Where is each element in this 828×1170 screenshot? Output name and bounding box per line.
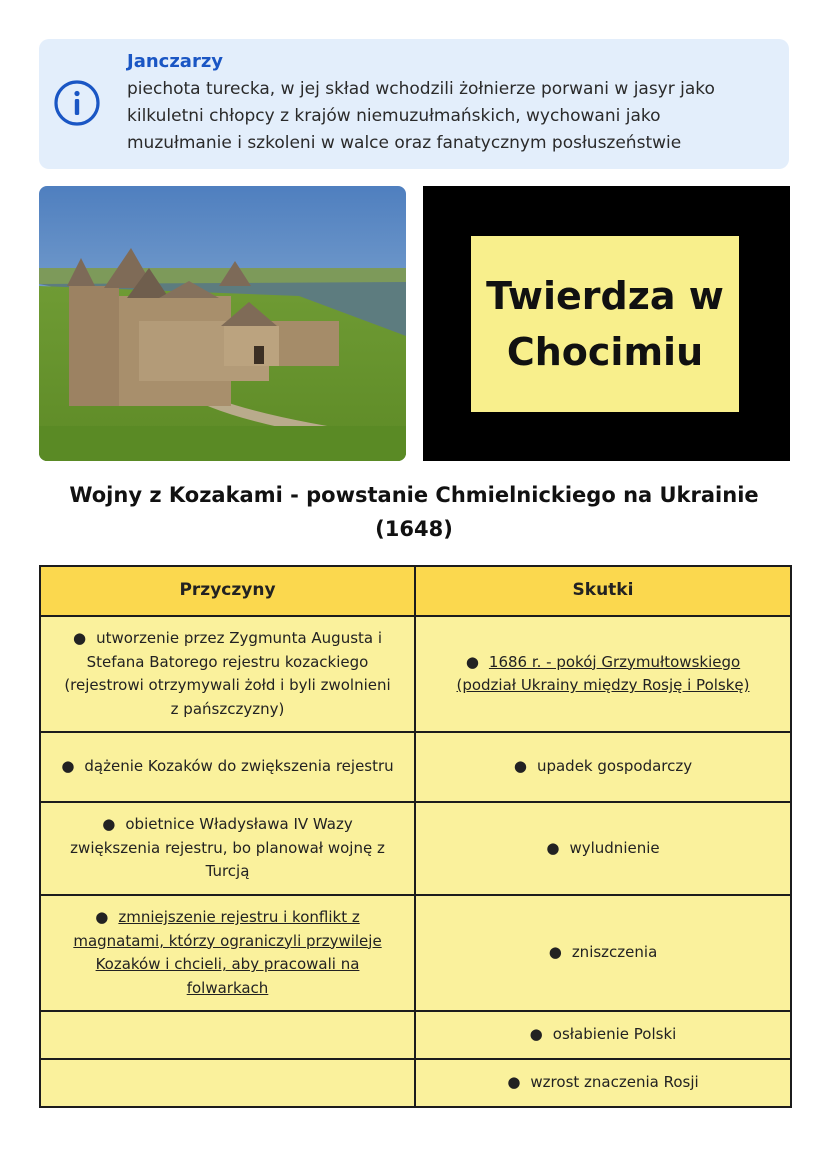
info-callout: [39, 39, 789, 169]
effect-text: zniszczenia: [571, 943, 658, 962]
header-causes: Przyczyny: [40, 566, 415, 616]
bullet-icon: ●: [95, 908, 109, 926]
title-card: [471, 236, 739, 412]
bullet-icon: ●: [529, 1025, 543, 1044]
bullet-icon: ●: [72, 629, 87, 647]
table-row: [40, 1011, 791, 1059]
table-row: [40, 802, 791, 895]
effect-cell: [415, 1059, 791, 1107]
cause-cell: [40, 616, 415, 732]
section-title: Wojny z Kozakami - powstanie Chmielnickiego na Ukrainie (1648): [69, 483, 759, 541]
table-row: [40, 895, 791, 1011]
header-effects: Skutki: [415, 566, 791, 616]
card-frame: [423, 186, 790, 461]
fortress-photo: [39, 186, 406, 461]
effect-cell: [415, 732, 791, 802]
effect-link[interactable]: 1686 r. - pokój Grzymułtowskiego (podział Ukrainy między Rosję i Polskę): [456, 652, 750, 694]
bullet-icon: ●: [507, 1073, 521, 1092]
cause-cell: [40, 732, 415, 802]
cause-cell: [40, 802, 415, 895]
bullet-icon: ●: [465, 652, 479, 671]
bullet-icon: ●: [102, 815, 116, 834]
causes-effects-table: [39, 565, 792, 1108]
effect-text: wzrost znaczenia Rosji: [530, 1073, 699, 1092]
bullet-icon: ●: [513, 757, 527, 776]
cause-link[interactable]: zmniejszenie rejestru i konflikt z magnatami, którzy ograniczyli przywileje Kozaków i chcieli, aby pracowali na folwarkach: [73, 908, 382, 997]
table-row: [40, 616, 791, 732]
effect-cell: [415, 802, 791, 895]
cause-cell-empty: [40, 1059, 415, 1107]
table-row: [40, 732, 791, 802]
cause-text: obietnice Władysława IV Wazy zwiększenia rejestru, bo planował wojnę z Turcją: [70, 815, 385, 881]
effect-text: osłabienie Polski: [552, 1025, 677, 1044]
bullet-icon: ●: [61, 757, 75, 776]
cause-text: utworzenie przez Zygmunta Augusta i Stefana Batorego rejestru kozackiego (rejestrowi otrzymywali żołd i byli zwolnieni z pańszczyzny): [64, 629, 391, 718]
info-text: piechota turecka, w jej skład wchodzili żołnierze porwani w jasyr jako kilkuletni chłopcy z krajów niemuzułmańskich, wychowani jako muzułmanie i szkoleni w walce oraz fanatycznym posłuszeństwie: [127, 79, 715, 153]
effect-text: wyludnienie: [569, 838, 660, 857]
table-row: [40, 1059, 791, 1107]
info-title: Janczarzy: [127, 51, 224, 72]
effect-cell: [415, 616, 791, 732]
cause-cell: [40, 895, 415, 1011]
effect-cell: [415, 895, 791, 1011]
effect-text: upadek gospodarczy: [536, 757, 693, 776]
card-title: Twierdza w Chocimiu: [486, 274, 724, 374]
bullet-icon: ●: [546, 838, 560, 857]
effect-cell: [415, 1011, 791, 1059]
cause-cell-empty: [40, 1011, 415, 1059]
table-header-row: [40, 566, 791, 616]
bullet-icon: ●: [548, 943, 562, 962]
cause-text: dążenie Kozaków do zwiększenia rejestru: [84, 757, 394, 776]
info-circle-icon: [53, 79, 101, 127]
